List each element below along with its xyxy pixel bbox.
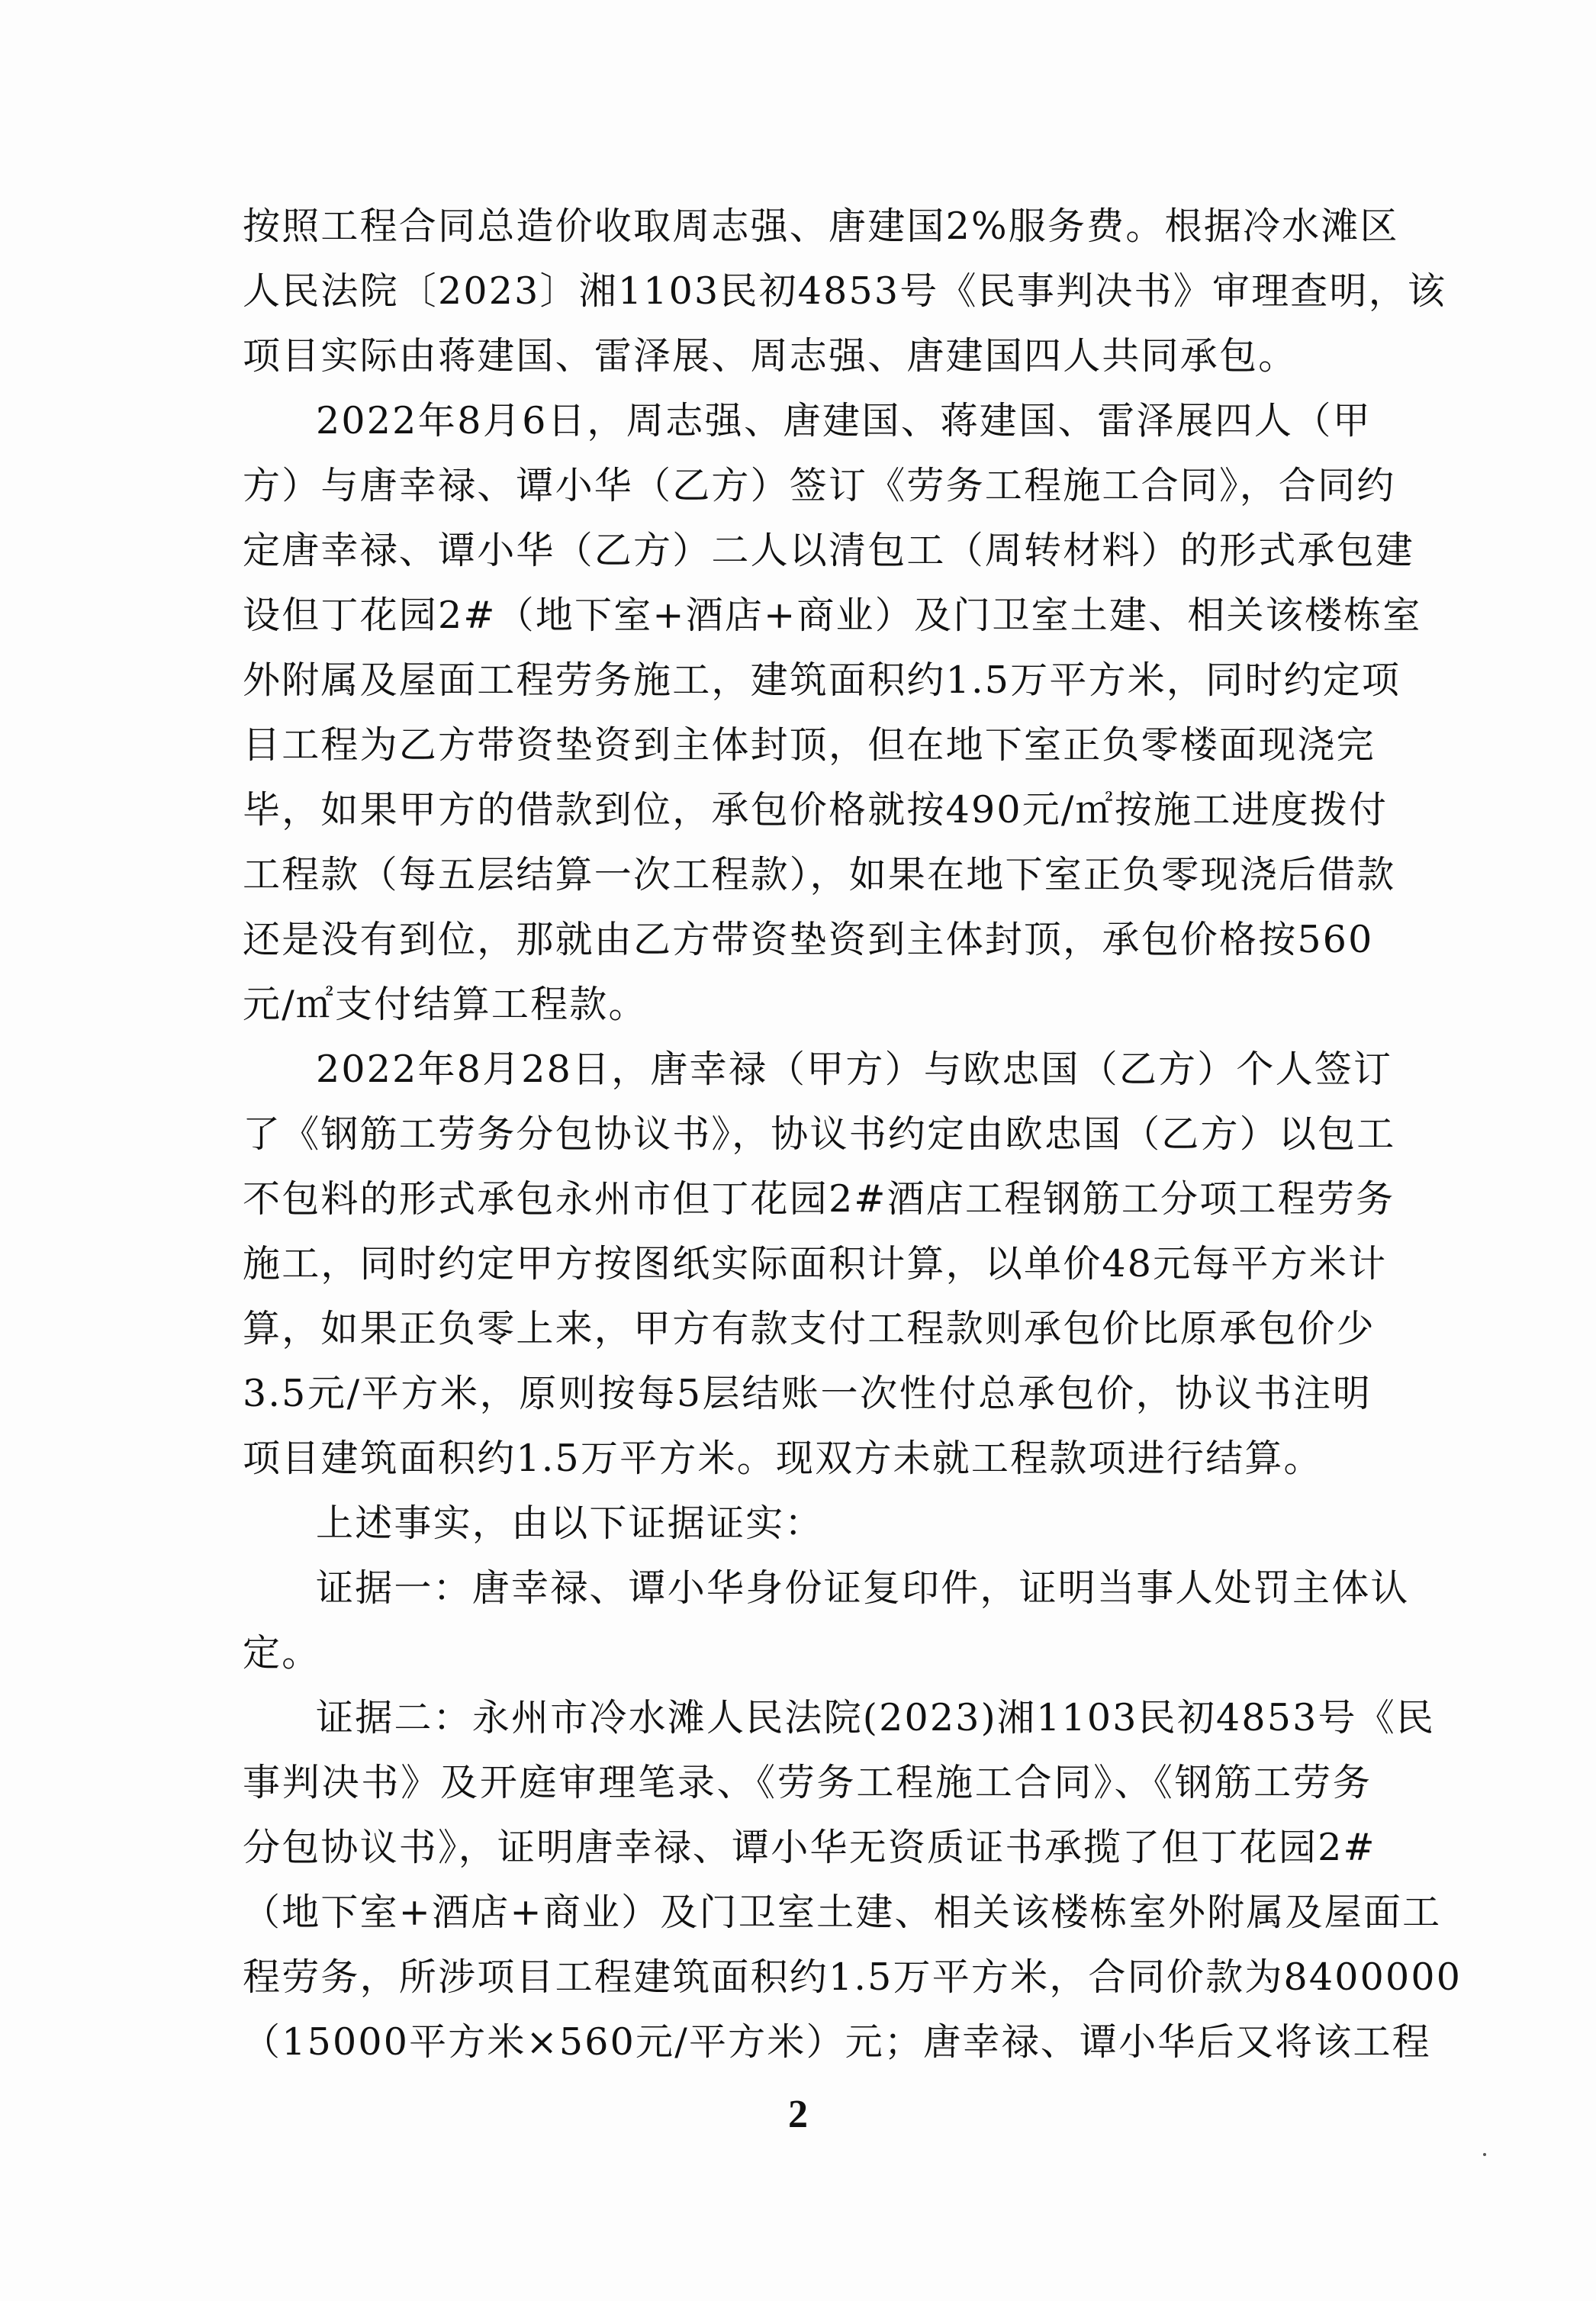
text-line: 事判决书》及开庭审理笔录、《劳务工程施工合同》、《钢筋工劳务: [243, 1761, 1372, 1804]
text-line: 项目建筑面积约1.5万平方米。现双方未就工程款项进行结算。: [243, 1437, 1323, 1480]
text-line: 方）与唐幸禄、谭小华（乙方）签订《劳务工程施工合同》，合同约: [243, 464, 1396, 507]
text-line: 2022年8月6日，周志强、唐建国、蒋建国、雷泽展四人（甲: [316, 399, 1372, 443]
text-line: 人民法院〔2023〕湘1103民初4853号《民事判决书》审理查明，该: [243, 269, 1447, 313]
text-line: （地下室+酒店+商业）及门卫室土建、相关该楼栋室外附属及屋面工: [243, 1891, 1442, 1934]
text-line: 2022年8月28日，唐幸禄（甲方）与欧忠国（乙方）个人签订: [316, 1048, 1393, 1091]
text-line: 算，如果正负零上来，甲方有款支付工程款则承包价比原承包价少: [243, 1307, 1376, 1350]
text-line: 证据二：永州市冷水滩人民法院(2023)湘1103民初4853号《民: [316, 1696, 1436, 1739]
text-line: 定。: [243, 1631, 321, 1675]
text-line: 了《钢筋工劳务分包协议书》，协议书约定由欧忠国（乙方）以包工: [243, 1112, 1396, 1156]
text-line: 上述事实，由以下证据证实：: [316, 1501, 824, 1545]
text-line: 施工，同时约定甲方按图纸实际面积计算，以单价48元每平方米计: [243, 1242, 1388, 1286]
page-number: 2: [788, 2093, 808, 2136]
text-line: 设但丁花园2#（地下室+酒店+商业）及门卫室土建、相关该楼栋室: [243, 594, 1422, 637]
text-line: 元/㎡支付结算工程款。: [243, 983, 648, 1026]
scan-speck: [1483, 2153, 1486, 2156]
text-line: 工程款（每五层结算一次工程款），如果在地下室正负零现浇后借款: [243, 853, 1396, 896]
text-line: 目工程为乙方带资垫资到主体封顶，但在地下室正负零楼面现浇完: [243, 723, 1376, 767]
text-line: 按照工程合同总造价收取周志强、唐建国2%服务费。根据冷水滩区: [243, 204, 1399, 248]
text-line: 不包料的形式承包永州市但丁花园2#酒店工程钢筋工分项工程劳务: [243, 1177, 1395, 1221]
text-line: 分包协议书》，证明唐幸禄、谭小华无资质证书承揽了但丁花园2#: [243, 1826, 1376, 1869]
text-line: 毕，如果甲方的借款到位，承包价格就按490元/㎡按施工进度拨付: [243, 788, 1388, 832]
text-line: 证据一：唐幸禄、谭小华身份证复印件，证明当事人处罚主体认: [316, 1566, 1410, 1610]
text-line: 定唐幸禄、谭小华（乙方）二人以清包工（周转材料）的形式承包建: [243, 529, 1415, 572]
text-line: 项目实际由蒋建国、雷泽展、周志强、唐建国四人共同承包。: [243, 334, 1298, 378]
text-line: 程劳务，所涉项目工程建筑面积约1.5万平方米，合同价款为8400000: [243, 1955, 1462, 1999]
text-line: （15000平方米×560元/平方米）元；唐幸禄、谭小华后又将该工程: [243, 2020, 1431, 2064]
text-line: 还是没有到位，那就由乙方带资垫资到主体封顶，承包价格按560: [243, 918, 1374, 961]
text-line: 3.5元/平方米，原则按每5层结账一次性付总承包价，协议书注明: [243, 1372, 1372, 1415]
text-line: 外附属及屋面工程劳务施工，建筑面积约1.5万平方米，同时约定项: [243, 658, 1401, 702]
